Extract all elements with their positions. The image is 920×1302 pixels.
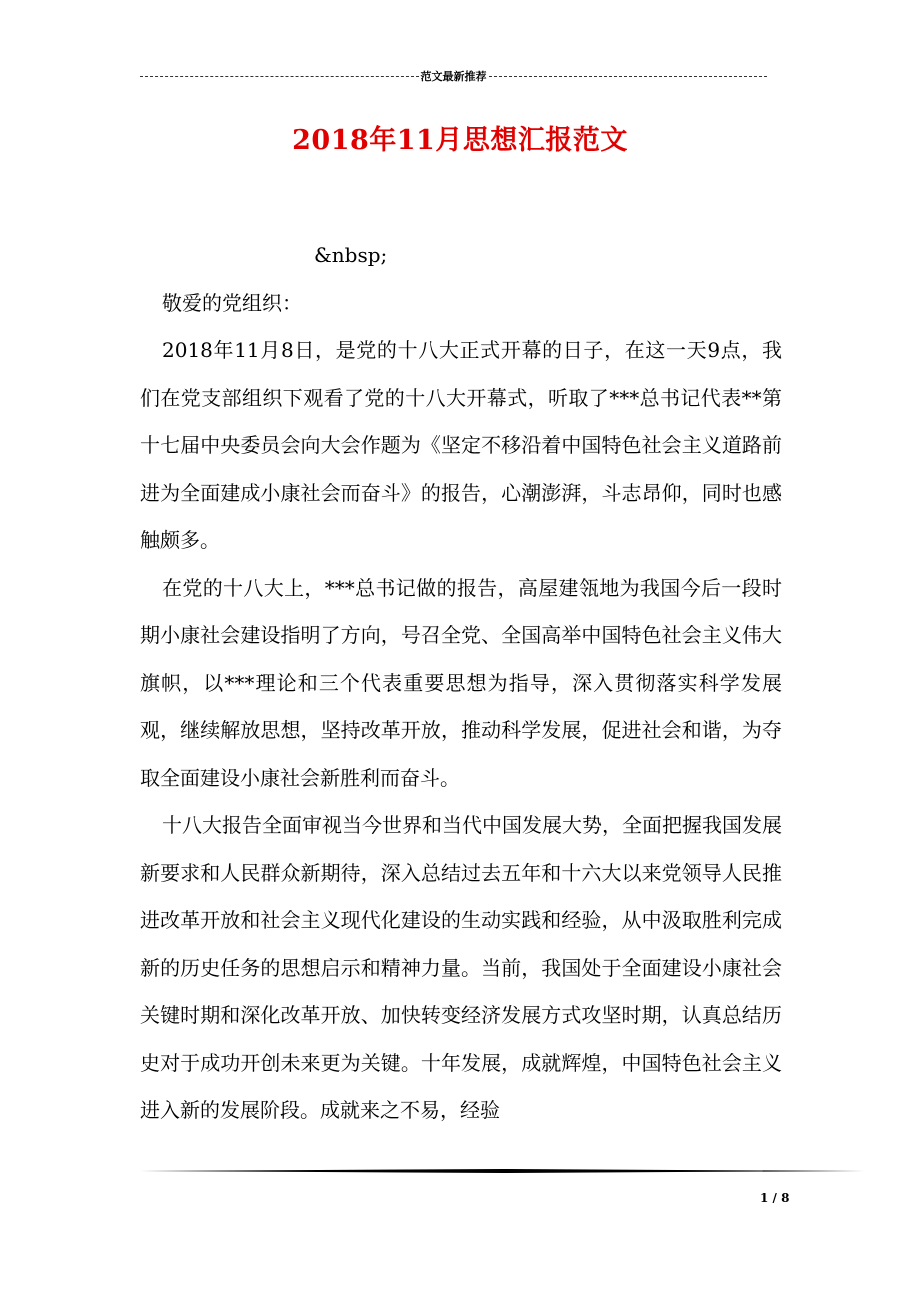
header-dash-left — [140, 76, 419, 77]
salutation: 敬爱的党组织： — [162, 290, 302, 315]
document-title: 2018年11月思想汇报范文 — [292, 125, 628, 156]
paragraph: 十八大报告全面审视当今世界和当代中国发展大势，全面把握我国发展新要求和人民群众新期待，深入总结过去五年和十六大以来党领导人民推进改革开放和社会主义现代化建设的生动实践和经验，从中汲取胜利完成新的历史任务的思想启示和精神力量。当前，我国处于全面建设小康社会关键时期和深化改革开放、加快转变经济发展方式攻坚时期，认真总结历史对于成功开创未来更为关键。十年发展，成就辉煌，中国特色社会主义进入新的发展阶段。成就来之不易，经验 — [140, 813, 782, 1122]
page-header — [140, 68, 767, 84]
paragraph: 2018年11月8日，是党的十八大正式开幕的日子，在这一天9点，我们在党支部组织下观看了党的十八大开幕式，听取了***总书记代表**第十七届中央委员会向大会作题为《坚定不移沿着中国特色社会主义道路前进为全面建成小康社会而奋斗》的报告，心潮澎湃，斗志昂仰，同时也感触颇多。 — [140, 338, 782, 552]
header-label: 范文最新推荐 — [420, 70, 487, 83]
footer-rule — [140, 1169, 864, 1173]
document-body — [140, 232, 782, 1135]
page-indicator: 1 / 8 — [760, 1191, 790, 1205]
paragraph: 在党的十八大上，***总书记做的报告，高屋建瓴地为我国今后一段时期小康社会建设指明了方向，号召全党、全国高举中国特色社会主义伟大旗帜，以***理论和三个代表重要思想为指导，深入贯彻落实科学发展观，继续解放思想，坚持改革开放，推动科学发展，促进社会和谐，为夺取全面建设小康社会新胜利而奋斗。 — [140, 575, 782, 790]
header-dash-right — [489, 76, 768, 77]
placeholder-paragraph: &nbsp; — [314, 243, 388, 267]
